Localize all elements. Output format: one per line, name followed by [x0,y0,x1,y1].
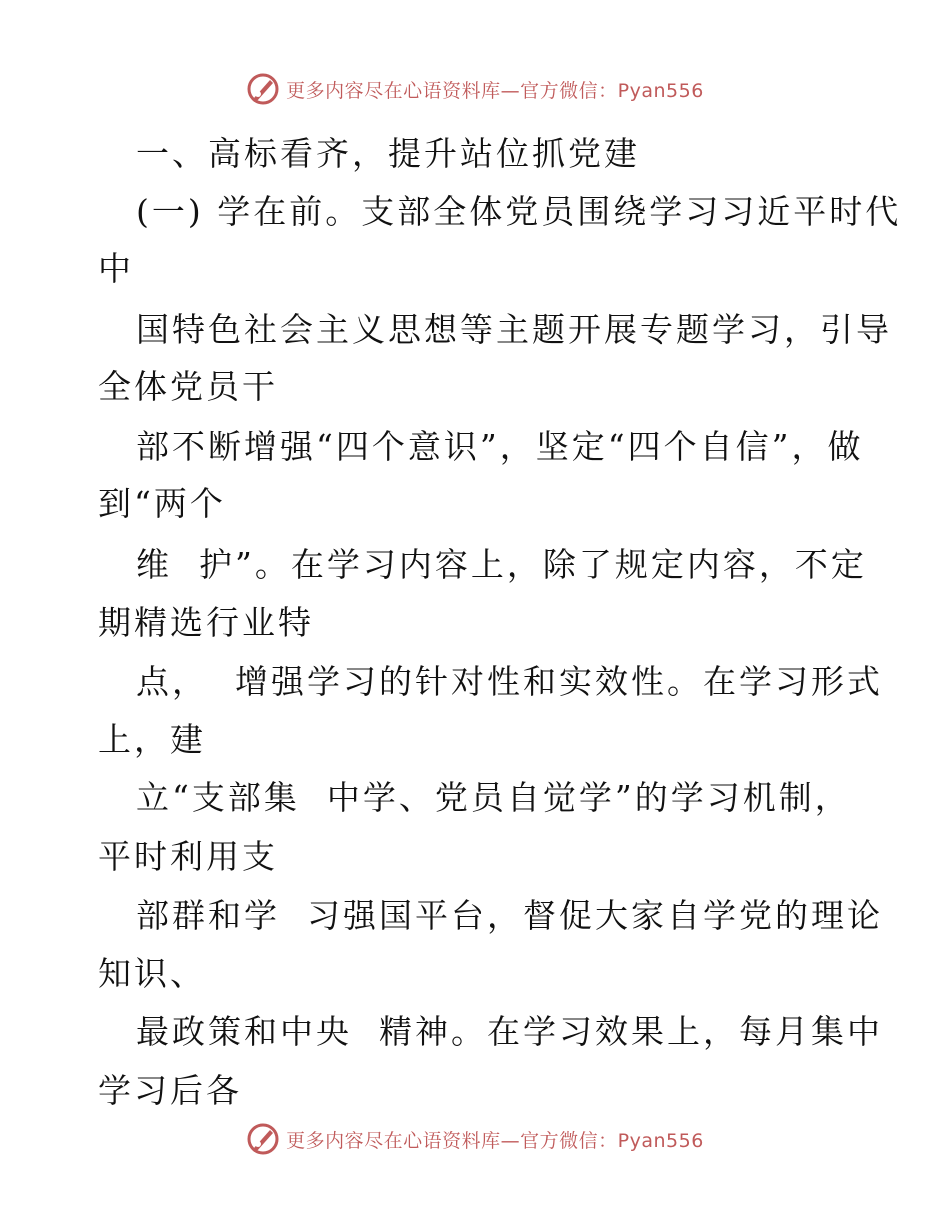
paragraph-line: 上，建 [98,720,206,759]
pen-logo-icon [246,1122,280,1156]
paragraph-line: (一) 学在前。支部全体党员围绕学习习近平时代 [136,192,902,231]
paragraph-line: 立“支部集 中学、党员自觉学”的学习机制， [136,778,851,817]
paragraph-line: 平时利用支 [98,837,278,876]
paragraph-line: 国特色社会主义思想等主题开展专题学习，引导 [136,310,892,349]
paragraph-line: 全体党员干 [98,367,278,406]
watermark-header [0,72,950,106]
paragraph-line: 维 护”。在学习内容上，除了规定内容，不定 [136,545,867,584]
watermark-footer [0,1122,950,1156]
watermark-text: 更多内容尽在心语资料库—官方微信：Pyan556 [286,1129,704,1152]
paragraph-line: 学习后各 [98,1071,242,1110]
paragraph-line: 点， 增强学习的针对性和实效性。在学习形式 [136,662,883,701]
paragraph-line: 部群和学 习强国平台，督促大家自学党的理论 [136,896,883,935]
pen-logo-icon [246,72,280,106]
paragraph-line: 中 [98,249,134,288]
watermark-text: 更多内容尽在心语资料库—官方微信：Pyan556 [286,79,704,102]
paragraph-line: 到“两个 [98,484,226,523]
paragraph-line: 部不断增强“四个意识”，坚定“四个自信”，做 [136,427,864,466]
section-heading: 一、高标看齐，提升站位抓党建 [136,134,640,173]
paragraph-line: 最政策和中央 精神。在学习效果上，每月集中 [136,1012,883,1051]
paragraph-line: 期精选行业特 [98,603,314,642]
paragraph-line: 知识、 [98,954,206,993]
